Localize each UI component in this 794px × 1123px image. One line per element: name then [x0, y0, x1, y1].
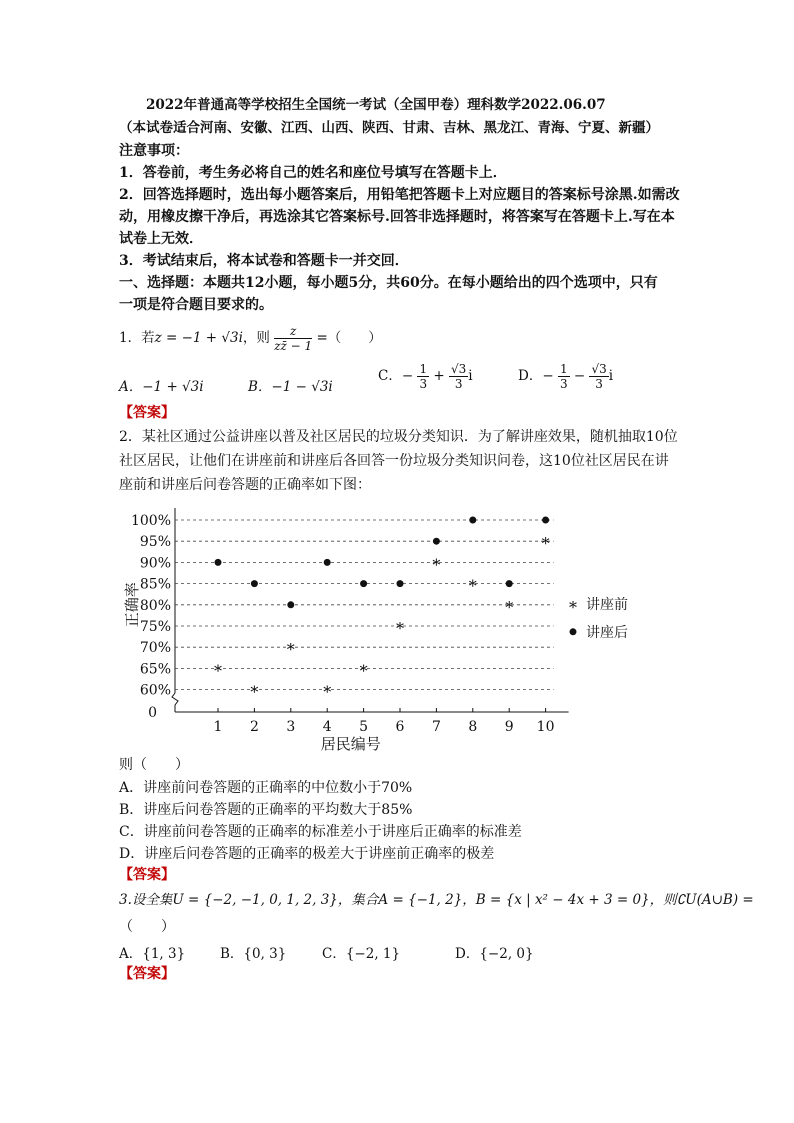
- x-tick-label: 6: [395, 719, 405, 735]
- notice-heading: 注意事项：: [119, 143, 189, 159]
- q3-option-d: D．{−2, 0}: [455, 946, 534, 962]
- y-tick-label: 95%: [139, 534, 171, 551]
- q2-option-b: B．讲座后问卷答题的正确率的平均数大于85%: [119, 802, 413, 818]
- legend-symbol-after: [570, 628, 577, 635]
- point-after-lecture: [251, 580, 258, 587]
- q1-option-b: B．−1 − √3i: [248, 379, 333, 395]
- point-before-lecture: *: [505, 597, 514, 617]
- frac-num: √3: [591, 362, 607, 376]
- q1-stem-suffix: =（ ）: [316, 330, 382, 346]
- q1-option-d-frac-1: [558, 362, 570, 391]
- point-after-lecture: [469, 517, 476, 524]
- frac-den: 3: [595, 377, 603, 391]
- legend-label-before: 讲座前: [586, 596, 628, 613]
- point-before-lecture: *: [286, 640, 295, 660]
- q1-answer-label: 【答案】: [119, 405, 175, 421]
- q1-fraction-denominator: zz̄ − 1: [274, 339, 313, 353]
- frac-den: 3: [559, 377, 568, 391]
- y-tick-label: 70%: [139, 640, 171, 657]
- point-before-lecture: *: [432, 555, 441, 575]
- point-before-lecture: *: [468, 576, 477, 596]
- y-tick-label: 80%: [139, 597, 171, 614]
- exam-title: 2022年普通高等学校招生全国统一考试（全国甲卷）理科数学2022.06.07: [146, 97, 606, 113]
- q1-stem: [119, 324, 382, 353]
- y-tick-label: 100%: [130, 513, 171, 529]
- x-tick-label: 5: [359, 719, 369, 735]
- point-before-lecture: *: [541, 534, 550, 554]
- q1-option-c-plus: +: [433, 368, 445, 384]
- notice-item-1: 1．答卷前，考生务必将自己的姓名和座位号填写在答题卡上．: [119, 165, 507, 181]
- x-tick-label: 4: [322, 719, 332, 735]
- y-tick-label: 75%: [139, 619, 171, 635]
- y-tick-label: 65%: [139, 661, 171, 678]
- q2-answer-label: 【答案】: [119, 867, 175, 883]
- q3-option-b: B．{0, 3}: [220, 946, 287, 962]
- x-tick-label: 9: [504, 719, 514, 735]
- frac-den: 3: [419, 377, 428, 391]
- point-after-lecture: [542, 517, 549, 524]
- notice-item-3: 3．考试结束后，将本试卷和答题卡一并交回．: [119, 253, 409, 269]
- q2-line-3: 座前和讲座后问卷答题的正确率如下图：: [119, 477, 371, 493]
- q3-option-c: C．{−2, 1}: [322, 946, 401, 962]
- legend-symbol-before: *: [569, 597, 577, 617]
- accuracy-scatter-chart: [115, 500, 675, 755]
- q2-option-c: C．讲座前问卷答题的正确率的标准差小于讲座后正确率的标准差: [119, 824, 522, 840]
- y-axis-break: [172, 693, 178, 712]
- q3-stem: 3.设全集U = {−2, −1, 0, 1, 2, 3}，集合A = {−1, 2}，B = {x | x² − 4x + 3 = 0}，则∁U(A∪B) =: [119, 892, 754, 908]
- y-tick-label: 60%: [139, 682, 171, 699]
- x-tick-label: 3: [286, 719, 296, 735]
- x-tick-label: 8: [468, 719, 478, 735]
- point-after-lecture: [506, 580, 513, 587]
- legend-label-after: 讲座后: [586, 624, 628, 641]
- exam-subtitle: （本试卷适合河南、安徽、江西、山西、陕西、甘肃、吉林、黑龙江、青海、宁夏、新疆）: [119, 120, 659, 136]
- x-axis-title: 居民编号: [320, 735, 381, 753]
- q1-option-c-label: C．−: [378, 368, 414, 384]
- q2-option-d: D．讲座后问卷答题的正确率的极差大于讲座前正确率的极差: [119, 846, 495, 862]
- q1-option-a: A．−1 + √3i: [119, 379, 204, 395]
- q1-fraction-numerator: z: [274, 324, 312, 339]
- point-after-lecture: [397, 580, 404, 587]
- point-after-lecture: [324, 559, 331, 566]
- notice-item-2-line-3: 试卷上无效．: [119, 231, 203, 247]
- q2-then: 则（ ）: [119, 757, 189, 773]
- point-before-lecture: *: [396, 619, 404, 638]
- q1-stem-prefix: 1．若: [119, 330, 155, 346]
- q1-option-c: [378, 362, 473, 391]
- origin-label: 0: [148, 705, 157, 721]
- point-before-lecture: *: [250, 682, 259, 702]
- q1-option-c-i: i: [468, 368, 473, 384]
- q3-option-a: A．{1, 3}: [119, 946, 186, 962]
- point-before-lecture: *: [214, 661, 222, 681]
- section-1-line-2: 一项是符合题目要求的。: [119, 297, 273, 313]
- frac-den: 3: [454, 377, 463, 391]
- q1-stem-mid: ，则: [242, 330, 270, 346]
- y-tick-label: 85%: [139, 576, 171, 593]
- point-after-lecture: [215, 559, 222, 566]
- q1-fraction: [274, 324, 312, 353]
- q1-option-d-i: i: [608, 368, 614, 384]
- q1-z-expression: z = −1 + √3i: [154, 330, 243, 346]
- notice-item-2-line-2: 动，用橡皮擦干净后，再选涂其它答案标号.回答非选择题时，将答案写在答题卡上.写在本: [119, 209, 675, 225]
- q1-option-d: [518, 362, 613, 391]
- y-axis-title: 正确率: [123, 582, 141, 628]
- q1-option-d-label: D．−: [518, 368, 554, 384]
- x-tick-label: 1: [213, 719, 223, 735]
- q3-answer-label: 【答案】: [119, 966, 175, 982]
- point-after-lecture: [433, 538, 440, 545]
- x-tick-label: 10: [536, 719, 555, 735]
- q3-blank: （ ）: [119, 919, 175, 935]
- q1-option-c-frac-2: [449, 362, 468, 391]
- q2-line-1: 2．某社区通过公益讲座以普及社区居民的垃圾分类知识．为了解讲座效果，随机抽取10位: [119, 429, 678, 445]
- x-tick-label: 2: [249, 719, 259, 735]
- notice-item-2-line-1: 2．回答选择题时，选出每小题答案后，用铅笔把答题卡上对应题目的答案标号涂黑.如需改: [119, 187, 680, 203]
- point-before-lecture: *: [323, 682, 332, 702]
- frac-num: 1: [559, 362, 568, 376]
- q1-option-c-frac-1: [417, 362, 429, 391]
- section-1-line-1: 一、选择题：本题共12小题，每小题5分，共60分。在每小题给出的四个选项中，只有: [119, 275, 658, 291]
- point-after-lecture: [287, 601, 294, 608]
- q2-option-a: A．讲座前问卷答题的正确率的中位数小于70%: [119, 780, 413, 796]
- point-after-lecture: [360, 580, 367, 587]
- x-tick-label: 7: [431, 719, 441, 735]
- y-tick-label: 90%: [139, 555, 171, 572]
- q1-option-d-frac-2: [589, 362, 608, 391]
- q2-line-2: 社区居民，让他们在讲座前和讲座后各回答一份垃圾分类知识问卷，这10位社区居民在讲: [119, 453, 669, 469]
- point-before-lecture: *: [359, 661, 368, 681]
- frac-num: 1: [419, 362, 428, 376]
- q1-option-d-minus: −: [573, 368, 586, 384]
- frac-num: √3: [451, 362, 467, 376]
